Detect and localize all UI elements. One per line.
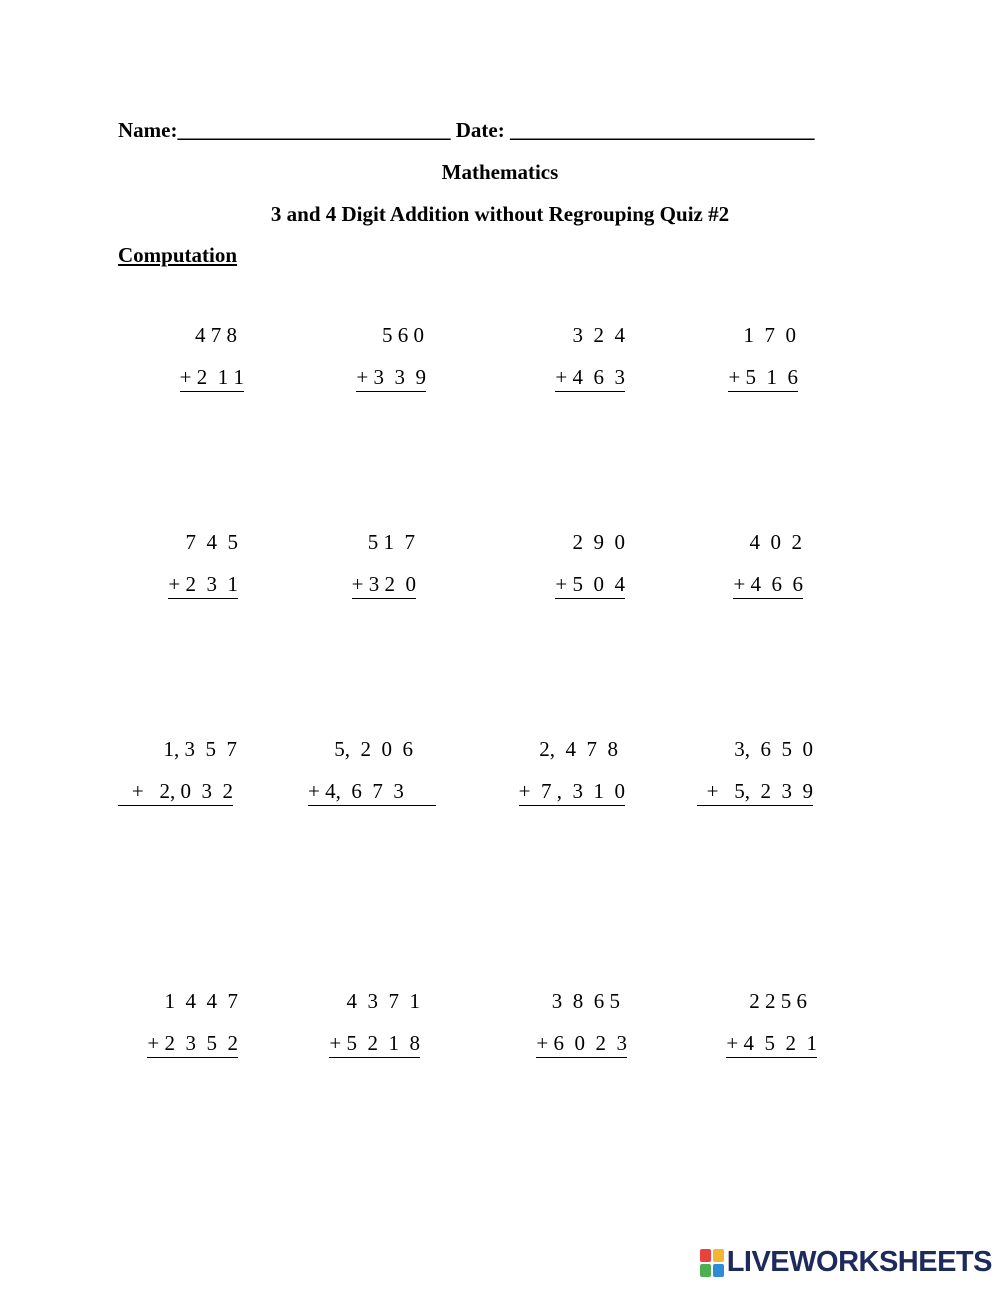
problem-10-bottom: + 4, 6 7 3	[308, 779, 436, 806]
problem-5-bottom: + 2 3 1	[168, 572, 238, 599]
logo-tile-i	[713, 1249, 724, 1262]
problem-9-top: 1, 3 5 7	[163, 737, 237, 761]
problem-11-bottom: + 7 , 3 1 0	[519, 779, 625, 806]
logo-tile-l	[700, 1249, 711, 1262]
problem-13-bottom: + 2 3 5 2	[147, 1031, 238, 1058]
problem-15-bottom: + 6 0 2 3	[536, 1031, 627, 1058]
problem-4-top: 1 7 0	[743, 323, 796, 347]
problem-11-top: 2, 4 7 8	[539, 737, 618, 761]
problem-3-bottom: + 4 6 3	[555, 365, 625, 392]
name-field[interactable]: Name:__________________________	[118, 118, 451, 142]
problem-16-top: 2 2 5 6	[749, 989, 807, 1013]
quiz-subtitle: 3 and 4 Digit Addition without Regrouping Quiz #2	[270, 202, 730, 226]
problem-3-top: 3 2 4	[572, 323, 625, 347]
date-field[interactable]: Date: _____________________________	[455, 118, 815, 142]
liveworksheets-logo	[700, 1246, 992, 1279]
problem-7-bottom: + 5 0 4	[555, 572, 625, 599]
problem-5-top: 7 4 5	[185, 530, 238, 554]
liveworksheets-logo-icon	[700, 1249, 724, 1277]
problem-6-bottom: + 3 2 0	[352, 572, 416, 599]
problem-8-bottom: + 4 6 6	[733, 572, 803, 599]
problem-16-bottom: + 4 5 2 1	[726, 1031, 817, 1058]
problem-7-top: 2 9 0	[572, 530, 625, 554]
problem-9-bottom: + 2, 0 3 2	[118, 779, 233, 806]
problem-4-bottom: + 5 1 6	[728, 365, 798, 392]
name-date-line	[118, 118, 814, 143]
problem-14-top: 4 3 7 1	[346, 989, 420, 1013]
problem-2-top: 5 6 0	[382, 323, 424, 347]
problem-12-top: 3, 6 5 0	[734, 737, 813, 761]
problem-8-top: 4 0 2	[749, 530, 802, 554]
problem-14-bottom: + 5 2 1 8	[329, 1031, 420, 1058]
problem-13-top: 1 4 4 7	[164, 989, 238, 1013]
problem-10-top: 5, 2 0 6	[334, 737, 413, 761]
problem-6-top: 5 1 7	[367, 530, 415, 554]
logo-tile-e	[713, 1264, 724, 1277]
page-title: Mathematics	[441, 160, 559, 184]
problem-1-top: 4 7 8	[195, 323, 237, 347]
liveworksheets-logo-text: LIVEWORKSHEETS	[726, 1246, 992, 1278]
logo-tile-v	[700, 1264, 711, 1277]
problem-12-bottom: + 5, 2 3 9	[697, 779, 813, 806]
problem-15-top: 3 8 6 5	[551, 989, 620, 1013]
problem-2-bottom: + 3 3 9	[356, 365, 426, 392]
problem-1-bottom: + 2 1 1	[180, 365, 244, 392]
section-heading: Computation	[118, 243, 238, 267]
